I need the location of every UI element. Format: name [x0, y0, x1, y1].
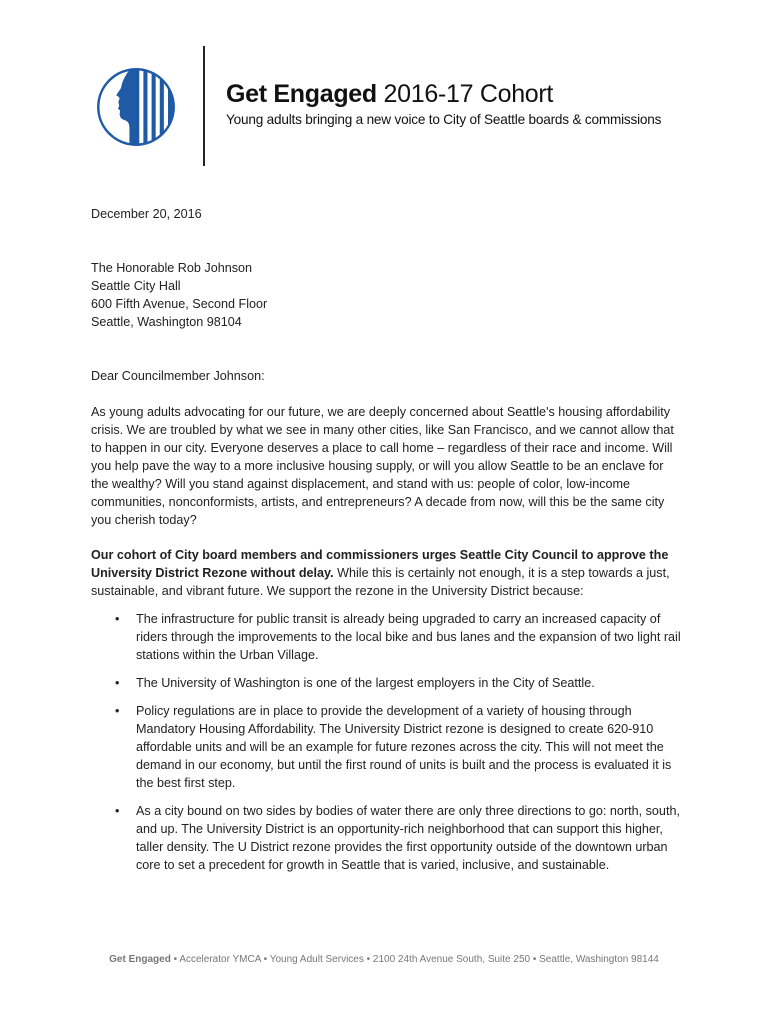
letterhead: [95, 46, 735, 168]
reasons-list: [91, 610, 681, 884]
list-item-text: As a city bound on two sides by bodies of water there are only three directions to go: north, south, and up. The University District is an opportunity-rich neighborhood that can support this higher, taller density. The U District rezone provides the first opportunity outside of the downtown urban core to set a precedent for growth in Seattle that is varied, inclusive, and sustainable.: [136, 804, 680, 872]
list-item: [91, 610, 681, 664]
bullet-icon: •: [115, 676, 120, 690]
list-item: [91, 702, 681, 792]
paragraph-2: [91, 546, 681, 600]
list-item: [91, 674, 681, 692]
title-rest: 2016-17 Cohort: [376, 80, 554, 108]
page-footer: [0, 953, 768, 967]
address-line: Seattle City Hall: [91, 279, 181, 293]
paragraph-1: As young adults advocating for our future, we are deeply concerned about Seattle's housing affordability crisis. We are troubled by what we see in many other cities, like San Francisco, and we cannot allow that to happen in our city. Everyone deserves a place to call home – regardless of their race and income. Will you help pave the way to a more inclusive housing supply, or will you allow Seattle to be an enclave for the wealthy? Will you stand against displacement, and stand with us: people of color, low-income communities, nonconformists, artists, and entrepreneurs? A decade from now, will this be the same city you cherish today?: [91, 405, 674, 527]
bullet-icon: •: [115, 704, 120, 718]
address-line: The Honorable Rob Johnson: [91, 261, 253, 275]
list-item-text: The University of Washington is one of the largest employers in the City of Seattle.: [136, 676, 595, 690]
address-line: 600 Fifth Avenue, Second Floor: [91, 297, 268, 311]
salutation: Dear Councilmember Johnson:: [91, 369, 265, 383]
header-divider: [203, 46, 205, 166]
address-line: Seattle, Washington 98104: [91, 315, 242, 329]
paragraph-2-rest: While this is certainly not enough, it is a step towards a just, sustainable, and vibrant future. We support the rezone in the University District because:: [91, 566, 670, 598]
title-bold: Get Engaged: [226, 80, 377, 108]
footer-org: Get Engaged: [109, 954, 171, 965]
footer-details: • Accelerator YMCA • Young Adult Services • 2100 24th Avenue South, Suite 250 • Seattle, Washington 98144: [170, 954, 659, 965]
list-item-text: Policy regulations are in place to provide the development of a variety of housing through Mandatory Housing Affordability. The University District rezone is designed to create 620-910 affordable units and will be an example for future rezones across the city. This will not meet the demand in our economy, but until the first round of units is built and the process is evaluated it is the best first step.: [136, 704, 672, 790]
recipient-address: [91, 259, 681, 331]
paragraph-2-bold: Our cohort of City board members and commissioners urges Seattle City Council to approve the University District Rezone without delay.: [91, 548, 669, 580]
letter-date: December 20, 2016: [91, 207, 202, 221]
list-item-text: The infrastructure for public transit is already being upgraded to carry an increased capacity of riders through the improvements to the local bike and bus lanes and the expansion of two light rail stations within the Urban Village.: [136, 612, 681, 662]
bullet-icon: •: [115, 612, 120, 626]
list-item: [91, 802, 681, 874]
page-subtitle: Young adults bringing a new voice to City of Seattle boards & commissions: [226, 112, 662, 127]
bullet-icon: •: [115, 804, 120, 818]
page-title: [226, 80, 553, 108]
seattle-seal-icon: [95, 66, 177, 148]
